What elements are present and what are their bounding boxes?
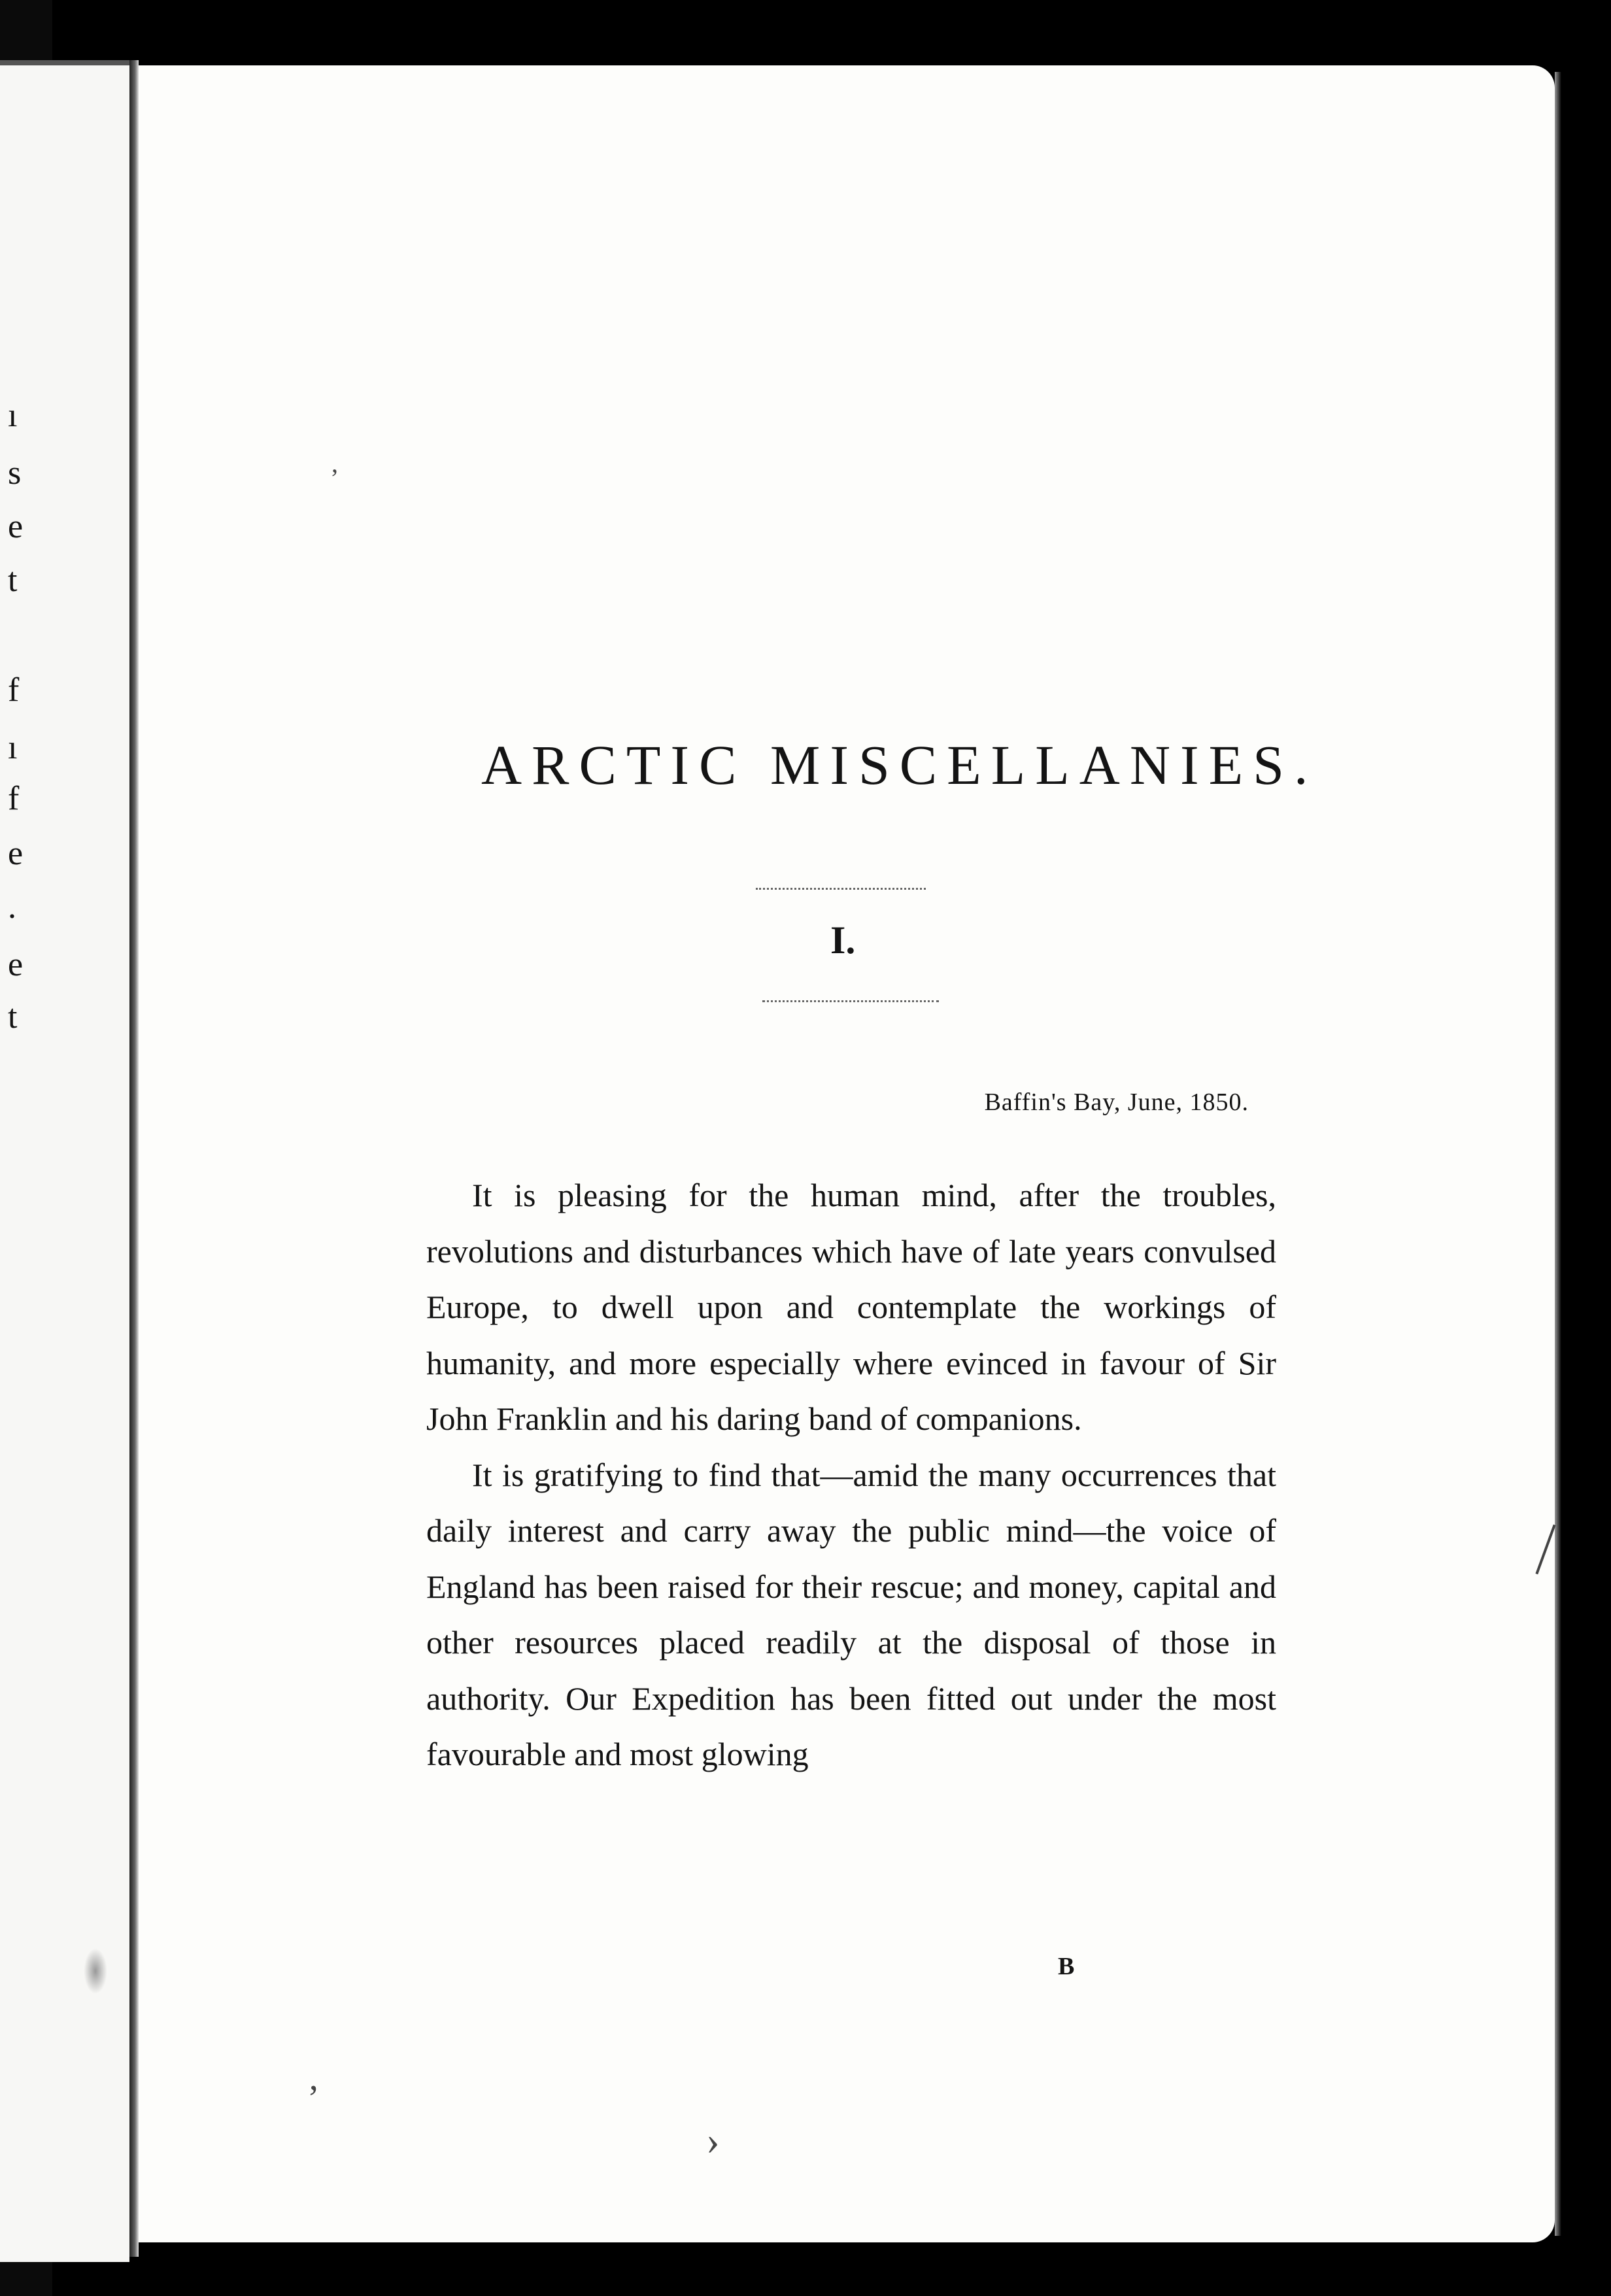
facing-page-fragment: ı — [8, 729, 18, 766]
paragraph: It is gratifying to find that—amid the many occurrences that daily interest and carry away the public mind—the voice of England has been raised for their rescue; and money, capital and other resources placed readily at the disposal of those in authority. Our Expedition has been fitted out under the most favourable and most glowing — [426, 1456, 1276, 1772]
page-edge-shadow — [1555, 72, 1561, 2236]
binding-shadow — [129, 60, 139, 2257]
facing-page-fragment: e — [8, 835, 24, 872]
facing-page-fragment: f — [8, 780, 20, 817]
signature-mark: B — [1058, 1953, 1075, 1980]
chapter-title: ARCTIC MISCELLANIES. — [481, 734, 1318, 796]
facing-page-fragment: f — [8, 671, 20, 709]
stray-mark: ’ — [307, 2078, 320, 2119]
body-text — [426, 1168, 1276, 1783]
stray-mark: › — [706, 2119, 720, 2163]
facing-page-fragment: t — [8, 562, 18, 599]
book-page — [139, 65, 1555, 2242]
facing-page — [0, 60, 129, 2262]
facing-page-fragment: . — [8, 888, 16, 926]
facing-page-fragment: e — [8, 946, 24, 983]
facing-page-fragment: s — [8, 454, 22, 492]
stray-mark: ʼ — [330, 464, 339, 493]
print-smudge — [84, 1948, 107, 1994]
ornamental-rule — [762, 1000, 939, 1002]
chapter-numeral: I. — [830, 919, 856, 962]
facing-page-fragment: e — [8, 508, 24, 545]
dateline: Baffin's Bay, June, 1850. — [984, 1089, 1249, 1116]
ornamental-rule — [756, 888, 926, 890]
facing-page-fragment: t — [8, 998, 18, 1036]
paragraph: It is pleasing for the human mind, after the troubles, revolutions and disturbances which have of late years convulsed Europe, to dwell upon and contemplate the workings of humanity, and more especially where evinced in favour of Sir John Franklin and his daring band of companions. — [426, 1177, 1276, 1437]
facing-page-fragment: ı — [8, 397, 18, 434]
